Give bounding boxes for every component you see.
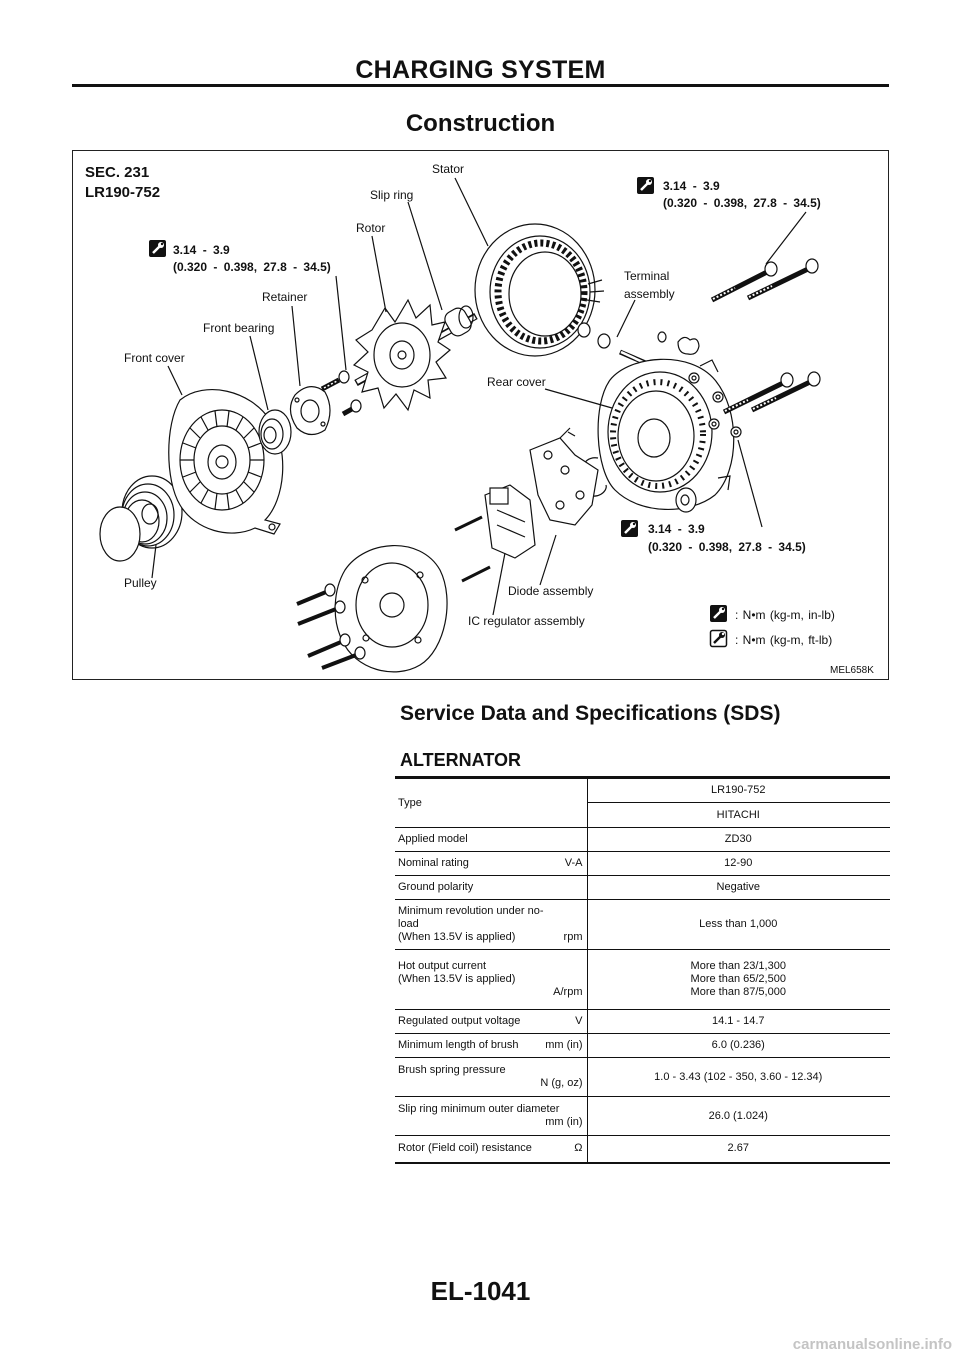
diode-assembly-part (530, 428, 598, 525)
spec-label-line (398, 1015, 583, 1028)
torque-wrench-icon (149, 240, 166, 257)
torque-wrench-icon (621, 520, 638, 537)
spec-value-cell (587, 803, 890, 828)
spec-row-type (395, 778, 890, 803)
torque-wrench-icon (637, 177, 654, 194)
spec-value-cell (587, 828, 890, 852)
alternator-spec-table (395, 776, 890, 1164)
spec-label-line (398, 931, 583, 944)
spec-value: More than 23/1,300 (690, 960, 786, 972)
alternator-exploded-view (73, 151, 888, 679)
rear-bearing-part (676, 488, 696, 512)
torque-value: 3.14 - 3.9 (648, 522, 705, 536)
spec-label: load (398, 918, 419, 930)
spec-row-slip-ring-diameter (395, 1097, 890, 1136)
spec-label-cell (395, 778, 587, 828)
spec-value-cell (587, 1010, 890, 1034)
label-retainer: Retainer (262, 290, 308, 304)
legend-in-lb: : N•m (kg-m, in-lb) (735, 608, 835, 622)
spec-value: ZD30 (724, 833, 752, 845)
front-bearing-part (259, 410, 291, 454)
spec-label-cell (395, 1136, 587, 1163)
spec-value-cell (587, 778, 890, 803)
spec-unit: V (575, 1015, 583, 1027)
spec-value: More than 87/5,000 (690, 986, 786, 998)
spec-value-cell (587, 1058, 890, 1097)
label-ic-regulator: IC regulator assembly (468, 614, 585, 628)
spec-label: Type (398, 796, 422, 809)
spec-label: (When 13.5V is applied) (398, 973, 516, 985)
spec-label-cell (395, 1010, 587, 1034)
spec-label-line (398, 1039, 583, 1052)
spec-unit: rpm (563, 931, 583, 943)
torque-detail: (0.320 - 0.398, 27.8 - 34.5) (173, 260, 331, 274)
spec-label-line (398, 1142, 583, 1155)
spec-row-applied-model (395, 828, 890, 852)
label-terminal-assembly: assembly (624, 287, 675, 301)
spec-label-line (398, 857, 583, 870)
spec-value-cell (587, 950, 890, 1010)
spec-row-nominal-rating (395, 852, 890, 876)
sds-title: Service Data and Specifications (SDS) (400, 702, 781, 725)
label-rear-cover: Rear cover (487, 375, 546, 389)
spec-label: Applied model (398, 833, 468, 845)
spec-unit: V-A (564, 857, 583, 869)
header-rule (72, 84, 889, 87)
construction-title: Construction (405, 110, 556, 137)
spec-row-brush-spring-pressure (395, 1058, 890, 1097)
spec-label: Brush spring pressure (398, 1064, 506, 1076)
spec-label: Nominal rating (398, 857, 469, 869)
ic-regulator-part (485, 485, 535, 558)
spec-row-min-revolution (395, 900, 890, 950)
torque-detail: (0.320 - 0.398, 27.8 - 34.5) (663, 196, 821, 210)
torque-value: 3.14 - 3.9 (663, 179, 720, 193)
spec-unit: Ω (574, 1142, 583, 1155)
label-diode-assembly: Diode assembly (508, 584, 594, 598)
spec-row-ground-polarity (395, 876, 890, 900)
retainer-part (290, 387, 330, 435)
front-cover-part (169, 390, 283, 534)
rear-cover-part (598, 359, 734, 509)
spec-label-cell (395, 1097, 587, 1136)
torque-detail: (0.320 - 0.398, 27.8 - 34.5) (648, 540, 806, 554)
spec-value-cell (587, 900, 890, 950)
label-slip-ring: Slip ring (370, 188, 414, 202)
spec-label: Minimum revolution under no- (398, 905, 544, 917)
torque-wrench-icon (710, 605, 727, 622)
spec-value-cell (587, 852, 890, 876)
label-terminal-assembly: Terminal (624, 269, 670, 283)
spec-value: 12-90 (724, 857, 753, 869)
spec-value: 1.0 - 3.43 (102 - 350, 3.60 - 12.34) (654, 1070, 823, 1083)
label-stator: Stator (432, 162, 465, 176)
section-number: SEC. 231 (85, 164, 150, 181)
figure-code: MEL658K (830, 665, 874, 676)
pulley-cap-part (100, 507, 140, 561)
label-pulley: Pulley (124, 576, 157, 590)
spec-label: (When 13.5V is applied) (398, 931, 516, 943)
label-front-cover: Front cover (124, 351, 185, 365)
spec-label-cell (395, 876, 587, 900)
spec-row-regulated-voltage (395, 1010, 890, 1034)
spec-value: Less than 1,000 (699, 918, 778, 930)
spec-unit: mm (in) (545, 1039, 583, 1051)
spec-value-cell (587, 876, 890, 900)
spec-row-rotor-resistance (395, 1136, 890, 1163)
legend-ft-lb: : N•m (kg-m, ft-lb) (735, 633, 833, 647)
spec-label: Hot output current (398, 960, 487, 972)
section-header: CHARGING SYSTEM (355, 56, 606, 84)
spec-value: 26.0 (1.024) (708, 1109, 768, 1122)
watermark: carmanualsonline.info (792, 1336, 952, 1353)
spec-label-cell (395, 950, 587, 1010)
torque-wrench-outline-icon (711, 631, 727, 647)
spec-label: Minimum length of brush (398, 1039, 519, 1051)
spec-value: 6.0 (0.236) (711, 1039, 765, 1051)
spec-value: 2.67 (727, 1142, 749, 1155)
spec-unit: mm (in) (545, 1116, 583, 1128)
spec-value: More than 65/2,500 (690, 973, 786, 985)
page-number: EL-1041 (430, 1276, 531, 1306)
model-number: LR190-752 (85, 184, 161, 201)
spec-label: Ground polarity (398, 881, 474, 893)
alternator-subtitle: ALTERNATOR (400, 750, 521, 770)
spec-unit: N (g, oz) (540, 1077, 583, 1089)
spec-label-cell (395, 900, 587, 950)
spec-label: Rotor (Field coil) resistance (398, 1142, 532, 1155)
spec-value: HITACHI (716, 808, 760, 821)
construction-diagram-frame (72, 150, 889, 680)
spec-value-cell (587, 1136, 890, 1163)
label-front-bearing: Front bearing (203, 321, 275, 335)
torque-value: 3.14 - 3.9 (173, 243, 230, 257)
spec-value: Negative (716, 881, 760, 893)
spec-row-brush-length (395, 1034, 890, 1058)
spec-label-cell (395, 1058, 587, 1097)
through-bolt-part (712, 259, 820, 412)
spec-label-cell (395, 828, 587, 852)
pin-part (455, 517, 490, 581)
spec-value-cell (587, 1034, 890, 1058)
spec-row-hot-output-current (395, 950, 890, 1010)
spec-value: LR190-752 (711, 784, 766, 796)
spec-label: Regulated output voltage (398, 1015, 521, 1027)
spec-value: 14.1 - 14.7 (711, 1015, 765, 1027)
spec-unit: A/rpm (553, 986, 583, 998)
spec-label: Slip ring minimum outer diameter (398, 1103, 560, 1115)
spec-value-cell (587, 1097, 890, 1136)
label-rotor: Rotor (356, 221, 386, 235)
spec-label-cell (395, 852, 587, 876)
end-cover-part (335, 546, 447, 672)
spec-label-cell (395, 1034, 587, 1058)
